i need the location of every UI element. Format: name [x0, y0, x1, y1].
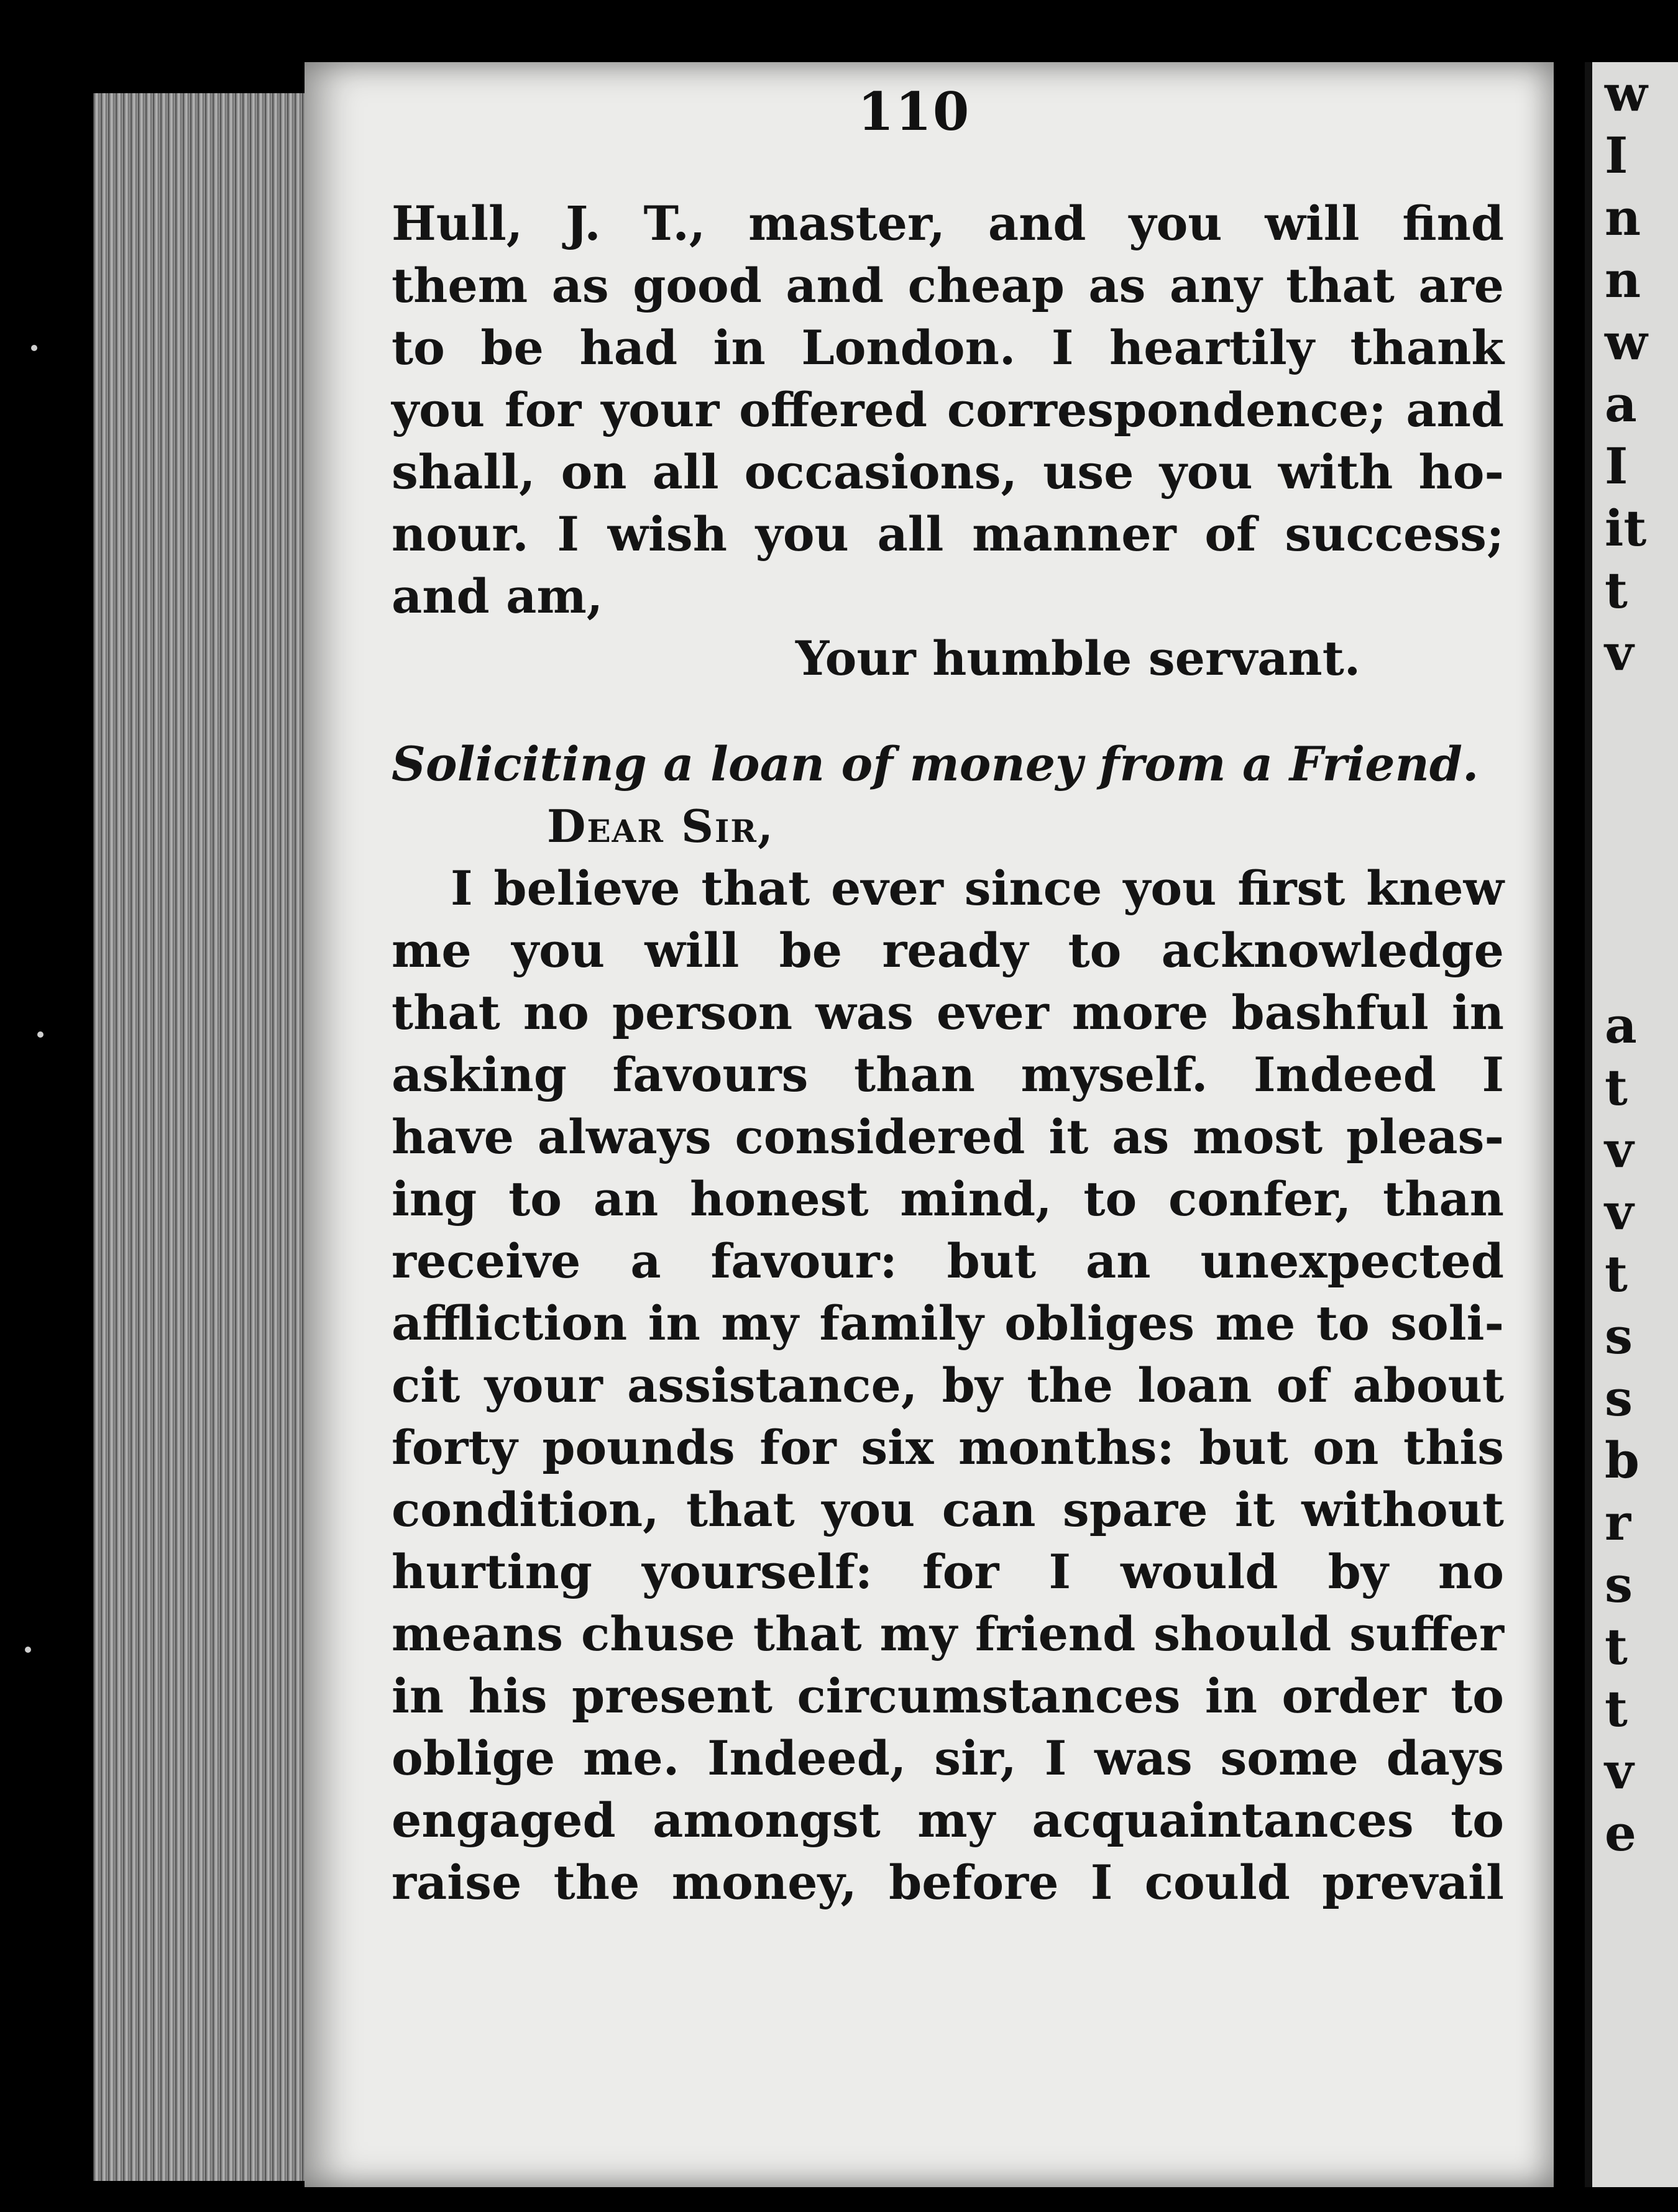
scan-speck — [37, 1031, 44, 1038]
text-line: in his present circumstances in order to — [392, 1668, 1504, 1724]
text-line: that no person was ever more bashful in — [392, 985, 1504, 1040]
text-line: I believe that ever since you first knew — [451, 861, 1504, 916]
text-line: forty pounds for six months: but on this — [392, 1420, 1504, 1475]
text-line: cit your assistance, by the loan of about — [392, 1358, 1504, 1413]
scan-speck — [31, 345, 37, 351]
text-line: receive a favour: but an unexpected — [392, 1233, 1504, 1289]
text-line: shall, on all occasions, use you with ho- — [392, 444, 1504, 500]
page-text — [392, 193, 1504, 1914]
text-line: engaged amongst my acquaintances to — [392, 1793, 1504, 1848]
letter-title: Soliciting a loan of money from a Friend. — [392, 736, 1479, 792]
letter-closing: Your humble servant. — [795, 631, 1361, 686]
text-line: hurting yourself: for I would by no — [392, 1544, 1504, 1599]
facing-page-letters: w I n n w a I it t v a t v v t s s b r s t t v e — [1605, 64, 1648, 1862]
text-line: oblige me. Indeed, sir, I was some days — [392, 1730, 1504, 1786]
facing-page-fragment — [1585, 62, 1678, 2187]
text-line: means chuse that my friend should suffer — [392, 1606, 1504, 1661]
text-line: me you will be ready to acknowledge — [392, 923, 1504, 978]
text-line: condition, that you can spare it without — [392, 1482, 1504, 1537]
text-line: to be had in London. I heartily thank — [392, 320, 1504, 375]
page-number: 110 — [858, 81, 971, 142]
text-line: you for your offered correspondence; and — [392, 382, 1504, 437]
book-page-edges — [93, 93, 306, 2181]
text-line: and am, — [392, 569, 603, 624]
text-line: nour. I wish you all manner of success; — [392, 506, 1504, 562]
text-line: have always considered it as most pleas- — [392, 1109, 1504, 1164]
text-line: Hull, J. T., master, and you will find — [392, 196, 1504, 251]
text-line: them as good and cheap as any that are — [392, 258, 1504, 313]
text-line: asking favours than myself. Indeed I — [392, 1047, 1504, 1102]
letter-salutation: Dear Sir, — [547, 800, 774, 852]
text-line: affliction in my family obliges me to soli- — [392, 1296, 1504, 1351]
text-line: ing to an honest mind, to confer, than — [392, 1171, 1504, 1227]
scan-speck — [25, 1647, 31, 1653]
text-line: raise the money, before I could prevail — [392, 1855, 1504, 1910]
